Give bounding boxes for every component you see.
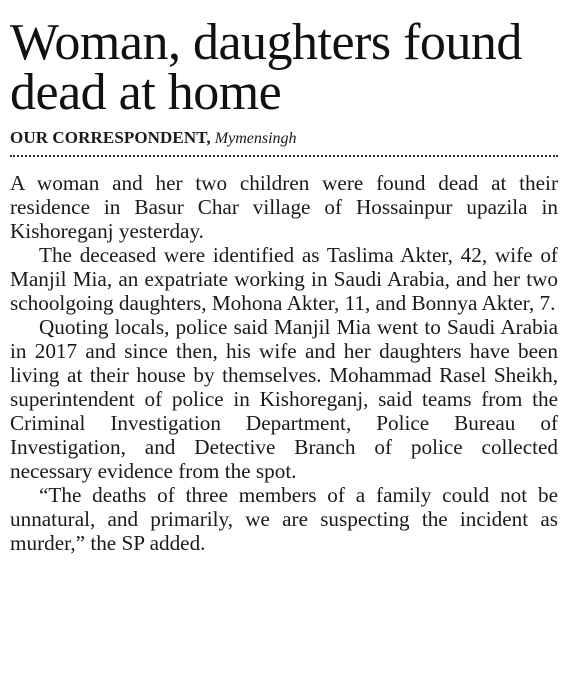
- news-article: [10, 14, 558, 555]
- article-paragraph: Quoting locals, police said Manjil Mia went to Saudi Arabia in 2017 and since then, his wife and her daughters have been living at their house by themselves. Mohammad Rasel Sheikh, superintendent of police in Kishoreganj, said teams from the Criminal Investigation Department, Police Bureau of Investigation, and Detective Branch of police collected necessary evidence from the spot.: [10, 315, 558, 483]
- headline: Woman, daughters found dead at home: [10, 14, 522, 121]
- article-paragraph: “The deaths of three members of a family could not be unnatural, and primarily, we are suspecting the incident as murder,” the SP added.: [10, 483, 558, 555]
- byline: [10, 128, 558, 149]
- article-paragraph: A woman and her two children were found dead at their residence in Basur Char village of Hossainpur upazila in Kishoreganj yesterday.: [10, 171, 558, 243]
- byline-author: OUR CORRESPONDENT,: [10, 128, 211, 147]
- article-paragraph: The deceased were identified as Taslima Akter, 42, wife of Manjil Mia, an expatriate working in Saudi Arabia, and her two schoolgoing daughters, Mohona Akter, 11, and Bonnya Akter, 7.: [10, 243, 558, 315]
- article-body: [10, 171, 558, 555]
- dotted-divider: [10, 155, 558, 157]
- byline-location: Mymensingh: [214, 130, 297, 147]
